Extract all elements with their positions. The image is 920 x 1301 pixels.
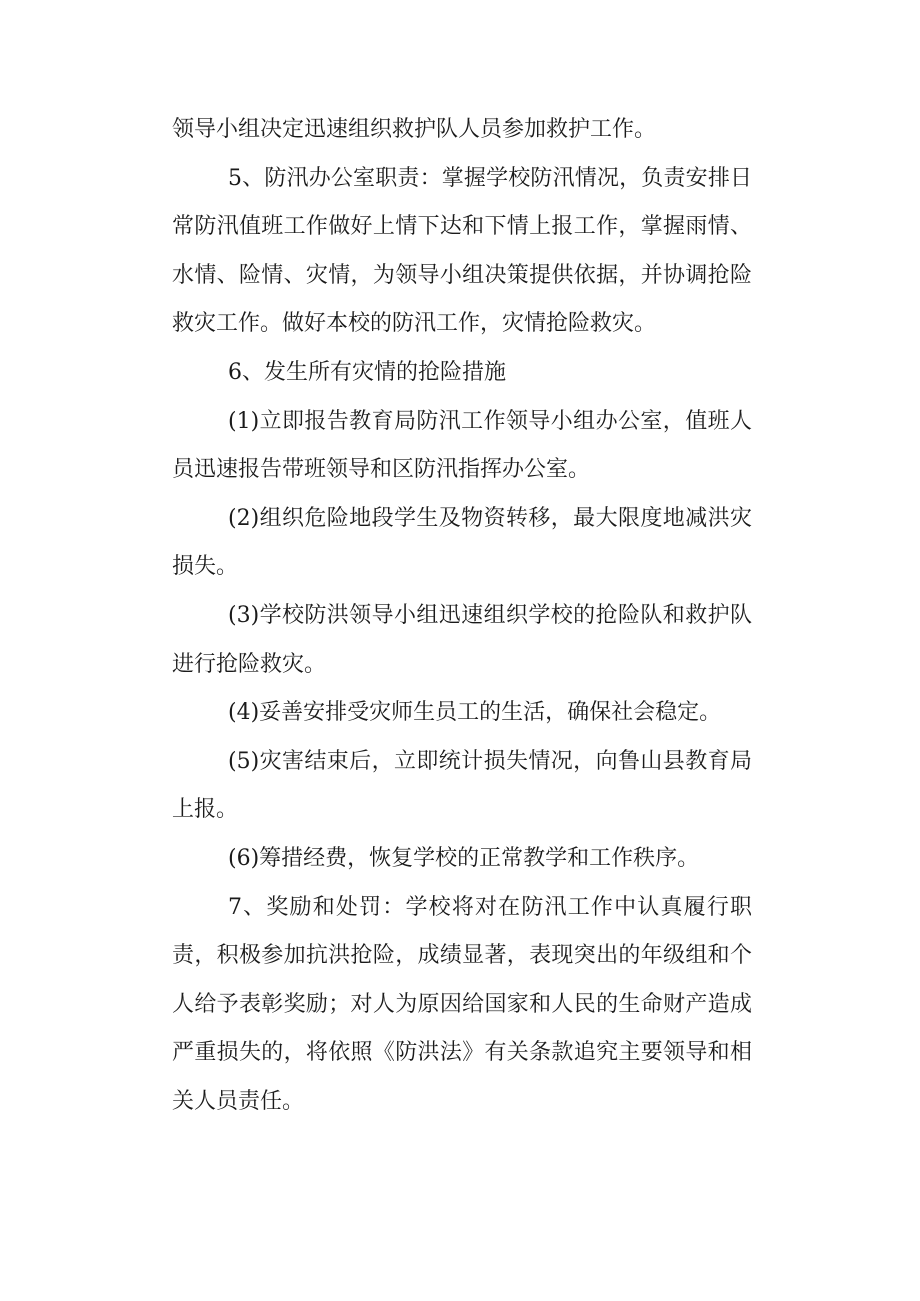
paragraph-measure-5: (5)灾害结束后，立即统计损失情况，向鲁山县教育局上报。 xyxy=(172,748,752,823)
paragraph-measure-6: (6)筹措经费，恢复学校的正常教学和工作秩序。 xyxy=(228,845,700,871)
paragraph-rewards-penalties: 7、奖励和处罚：学校将对在防汛工作中认真履行职责，积极参加抗洪抢险，成绩显著，表现突出的年级组和个人给予表彰奖励；对人为原因给国家和人民的生命财产造成严重损失的，将依照《防洪法》有关条款追究主要领导和相关人员责任。 xyxy=(172,894,752,1114)
paragraph-measure-1: (1)立即报告教育局防汛工作领导小组办公室，值班人员迅速报告带班领导和区防汛指挥办公室。 xyxy=(172,408,752,483)
document-body xyxy=(172,106,752,1126)
paragraph-measure-2: (2)组织危险地段学生及物资转移，最大限度地减洪灾损失。 xyxy=(172,505,752,580)
paragraph-office-duties: 5、防汛办公室职责：掌握学校防汛情况，负责安排日常防汛值班工作做好上情下达和下情上报工作，掌握雨情、水情、险情、灾情，为领导小组决策提供依据，并协调抢险救灾工作。做好本校的防汛工作，灾情抢险救灾。 xyxy=(172,165,752,337)
paragraph-rescue-measures-heading: 6、发生所有灾情的抢险措施 xyxy=(228,359,506,385)
paragraph-continuation: 领导小组决定迅速组织救护队人员参加救护工作。 xyxy=(172,117,657,142)
paragraph-measure-4: (4)妥善安排受灾师生员工的生活，确保社会稳定。 xyxy=(228,700,722,726)
paragraph-measure-3: (3)学校防洪领导小组迅速组织学校的抢险队和救护队进行抢险救灾。 xyxy=(172,602,752,677)
